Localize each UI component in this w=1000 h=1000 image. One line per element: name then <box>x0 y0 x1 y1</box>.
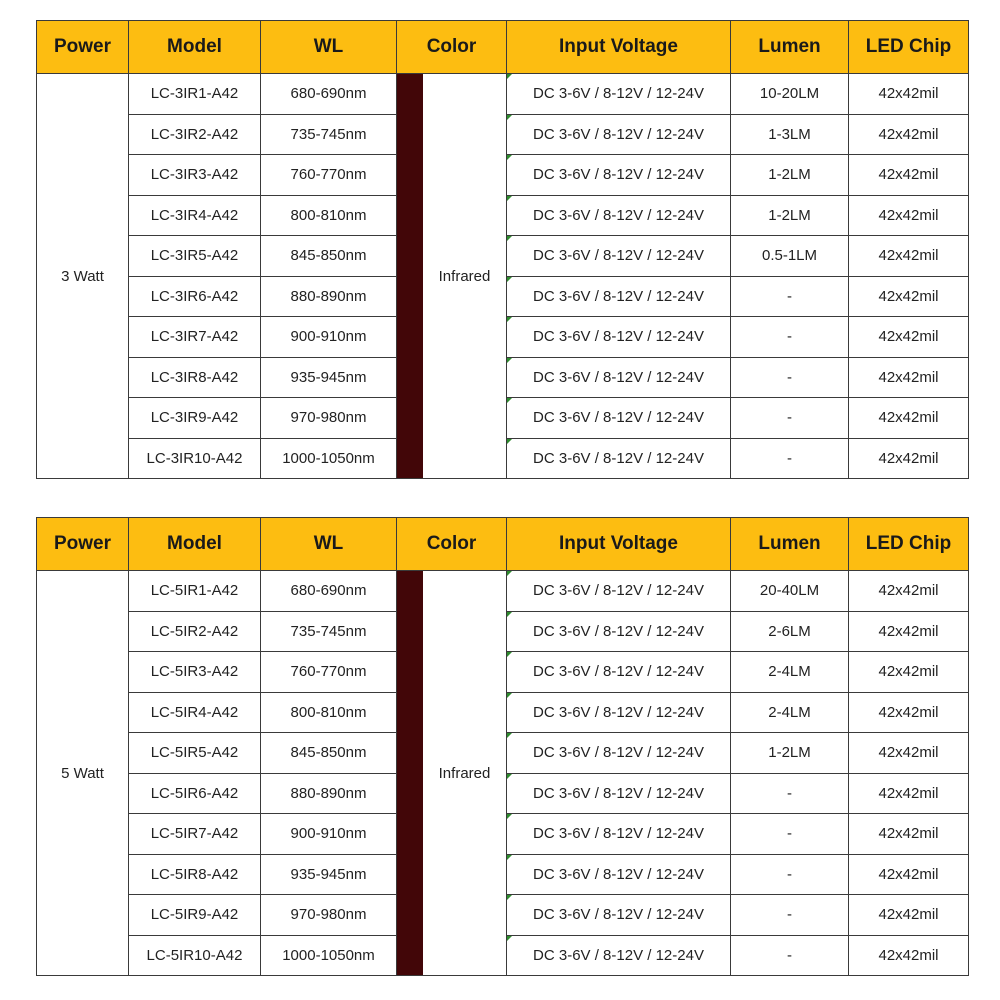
model-cell: LC-5IR5-A42 <box>129 733 261 774</box>
header-row <box>37 21 969 74</box>
lumen-cell: - <box>731 895 849 936</box>
voltage-cell: DC 3-6V / 8-12V / 12-24V <box>507 317 731 358</box>
lumen-cell: 2-6LM <box>731 611 849 652</box>
chip-cell: 42x42mil <box>849 611 969 652</box>
model-cell: LC-3IR8-A42 <box>129 357 261 398</box>
wl-cell: 680-690nm <box>261 74 397 115</box>
voltage-cell: DC 3-6V / 8-12V / 12-24V <box>507 114 731 155</box>
header-power: Power <box>37 21 129 74</box>
lumen-cell: - <box>731 438 849 479</box>
chip-cell: 42x42mil <box>849 571 969 612</box>
model-cell: LC-5IR8-A42 <box>129 854 261 895</box>
wl-cell: 970-980nm <box>261 398 397 439</box>
chip-cell: 42x42mil <box>849 236 969 277</box>
table-row <box>37 74 969 115</box>
wl-cell: 935-945nm <box>261 854 397 895</box>
voltage-cell: DC 3-6V / 8-12V / 12-24V <box>507 652 731 693</box>
wl-cell: 845-850nm <box>261 733 397 774</box>
header-lumen: Lumen <box>731 21 849 74</box>
voltage-cell: DC 3-6V / 8-12V / 12-24V <box>507 611 731 652</box>
header-color: Color <box>397 518 507 571</box>
wl-cell: 800-810nm <box>261 195 397 236</box>
lumen-cell: - <box>731 854 849 895</box>
chip-cell: 42x42mil <box>849 652 969 693</box>
header-led-chip: LED Chip <box>849 518 969 571</box>
lumen-cell: 1-2LM <box>731 155 849 196</box>
header-wl: WL <box>261 21 397 74</box>
header-lumen: Lumen <box>731 518 849 571</box>
infrared-color-swatch <box>397 74 423 478</box>
lumen-cell: - <box>731 814 849 855</box>
lumen-cell: 1-2LM <box>731 195 849 236</box>
voltage-cell: DC 3-6V / 8-12V / 12-24V <box>507 571 731 612</box>
header-model: Model <box>129 518 261 571</box>
model-cell: LC-3IR2-A42 <box>129 114 261 155</box>
header-color: Color <box>397 21 507 74</box>
lumen-cell: - <box>731 773 849 814</box>
wl-cell: 735-745nm <box>261 611 397 652</box>
voltage-cell: DC 3-6V / 8-12V / 12-24V <box>507 854 731 895</box>
voltage-cell: DC 3-6V / 8-12V / 12-24V <box>507 814 731 855</box>
header-model: Model <box>129 21 261 74</box>
model-cell: LC-3IR7-A42 <box>129 317 261 358</box>
model-cell: LC-3IR1-A42 <box>129 74 261 115</box>
model-cell: LC-5IR4-A42 <box>129 692 261 733</box>
wl-cell: 1000-1050nm <box>261 438 397 479</box>
voltage-cell: DC 3-6V / 8-12V / 12-24V <box>507 935 731 976</box>
model-cell: LC-3IR6-A42 <box>129 276 261 317</box>
color-cell <box>397 74 507 479</box>
power-cell: 5 Watt <box>37 571 129 976</box>
color-label: Infrared <box>438 267 491 285</box>
chip-cell: 42x42mil <box>849 854 969 895</box>
spec-table-5w <box>36 517 969 976</box>
voltage-cell: DC 3-6V / 8-12V / 12-24V <box>507 398 731 439</box>
color-cell <box>397 571 507 976</box>
lumen-cell: 1-2LM <box>731 733 849 774</box>
header-input-voltage: Input Voltage <box>507 21 731 74</box>
lumen-cell: 20-40LM <box>731 571 849 612</box>
lumen-cell: 2-4LM <box>731 692 849 733</box>
voltage-cell: DC 3-6V / 8-12V / 12-24V <box>507 276 731 317</box>
wl-cell: 735-745nm <box>261 114 397 155</box>
model-cell: LC-5IR10-A42 <box>129 935 261 976</box>
model-cell: LC-5IR2-A42 <box>129 611 261 652</box>
voltage-cell: DC 3-6V / 8-12V / 12-24V <box>507 195 731 236</box>
lumen-cell: - <box>731 357 849 398</box>
wl-cell: 800-810nm <box>261 692 397 733</box>
infrared-color-swatch <box>397 571 423 975</box>
voltage-cell: DC 3-6V / 8-12V / 12-24V <box>507 155 731 196</box>
lumen-cell: - <box>731 398 849 439</box>
lumen-cell: - <box>731 276 849 317</box>
voltage-cell: DC 3-6V / 8-12V / 12-24V <box>507 74 731 115</box>
voltage-cell: DC 3-6V / 8-12V / 12-24V <box>507 692 731 733</box>
model-cell: LC-5IR7-A42 <box>129 814 261 855</box>
model-cell: LC-5IR9-A42 <box>129 895 261 936</box>
lumen-cell: - <box>731 935 849 976</box>
voltage-cell: DC 3-6V / 8-12V / 12-24V <box>507 773 731 814</box>
chip-cell: 42x42mil <box>849 773 969 814</box>
power-cell: 3 Watt <box>37 74 129 479</box>
wl-cell: 1000-1050nm <box>261 935 397 976</box>
voltage-cell: DC 3-6V / 8-12V / 12-24V <box>507 357 731 398</box>
lumen-cell: 1-3LM <box>731 114 849 155</box>
color-label: Infrared <box>438 764 491 782</box>
spec-table-3w <box>36 20 969 479</box>
chip-cell: 42x42mil <box>849 317 969 358</box>
wl-cell: 970-980nm <box>261 895 397 936</box>
wl-cell: 845-850nm <box>261 236 397 277</box>
chip-cell: 42x42mil <box>849 895 969 936</box>
model-cell: LC-3IR10-A42 <box>129 438 261 479</box>
table-row <box>37 571 969 612</box>
model-cell: LC-3IR3-A42 <box>129 155 261 196</box>
chip-cell: 42x42mil <box>849 195 969 236</box>
chip-cell: 42x42mil <box>849 357 969 398</box>
wl-cell: 935-945nm <box>261 357 397 398</box>
chip-cell: 42x42mil <box>849 74 969 115</box>
model-cell: LC-3IR5-A42 <box>129 236 261 277</box>
model-cell: LC-5IR3-A42 <box>129 652 261 693</box>
chip-cell: 42x42mil <box>849 692 969 733</box>
chip-cell: 42x42mil <box>849 398 969 439</box>
lumen-cell: 0.5-1LM <box>731 236 849 277</box>
chip-cell: 42x42mil <box>849 276 969 317</box>
wl-cell: 680-690nm <box>261 571 397 612</box>
wl-cell: 760-770nm <box>261 652 397 693</box>
header-wl: WL <box>261 518 397 571</box>
header-power: Power <box>37 518 129 571</box>
voltage-cell: DC 3-6V / 8-12V / 12-24V <box>507 438 731 479</box>
model-cell: LC-3IR4-A42 <box>129 195 261 236</box>
wl-cell: 900-910nm <box>261 814 397 855</box>
lumen-cell: - <box>731 317 849 358</box>
header-row <box>37 518 969 571</box>
header-led-chip: LED Chip <box>849 21 969 74</box>
model-cell: LC-5IR1-A42 <box>129 571 261 612</box>
model-cell: LC-3IR9-A42 <box>129 398 261 439</box>
voltage-cell: DC 3-6V / 8-12V / 12-24V <box>507 733 731 774</box>
wl-cell: 760-770nm <box>261 155 397 196</box>
wl-cell: 880-890nm <box>261 276 397 317</box>
lumen-cell: 10-20LM <box>731 74 849 115</box>
voltage-cell: DC 3-6V / 8-12V / 12-24V <box>507 895 731 936</box>
chip-cell: 42x42mil <box>849 438 969 479</box>
wl-cell: 900-910nm <box>261 317 397 358</box>
model-cell: LC-5IR6-A42 <box>129 773 261 814</box>
voltage-cell: DC 3-6V / 8-12V / 12-24V <box>507 236 731 277</box>
chip-cell: 42x42mil <box>849 114 969 155</box>
chip-cell: 42x42mil <box>849 733 969 774</box>
wl-cell: 880-890nm <box>261 773 397 814</box>
chip-cell: 42x42mil <box>849 935 969 976</box>
header-input-voltage: Input Voltage <box>507 518 731 571</box>
chip-cell: 42x42mil <box>849 155 969 196</box>
lumen-cell: 2-4LM <box>731 652 849 693</box>
chip-cell: 42x42mil <box>849 814 969 855</box>
